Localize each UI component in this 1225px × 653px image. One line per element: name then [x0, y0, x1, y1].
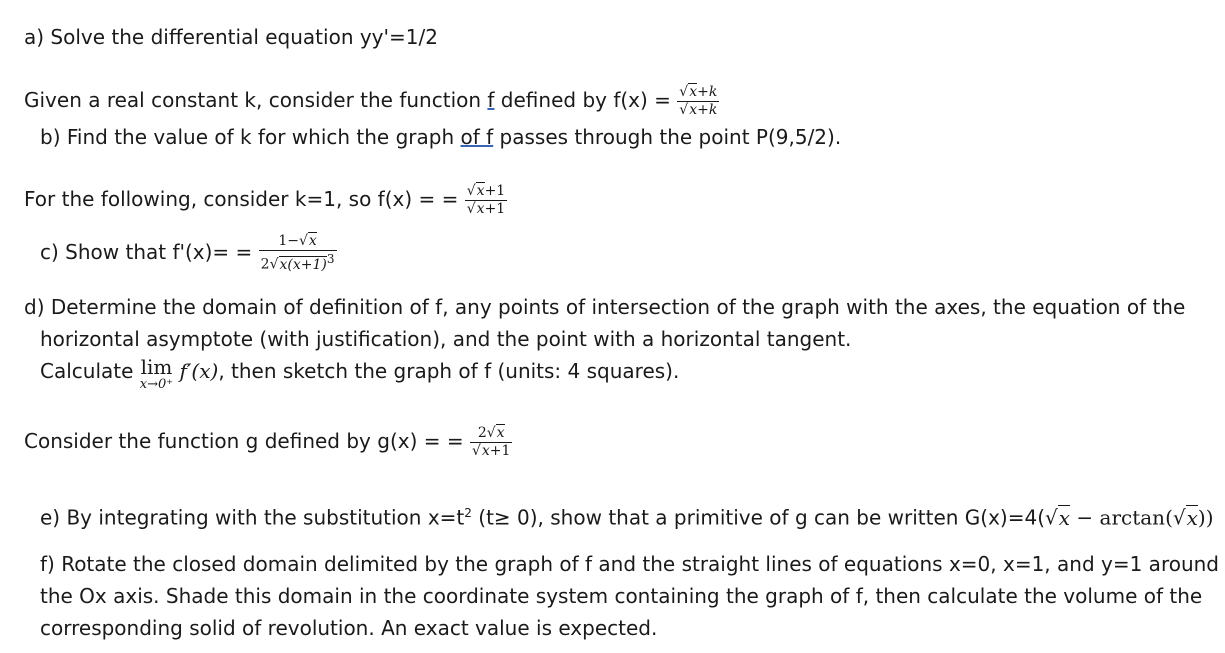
- question-a: [24, 23, 438, 51]
- given-text: Given a real constant k, consider the function: [24, 88, 488, 112]
- f-fraction: $\frac{√x+k}{√x+k}$: [679, 84, 718, 118]
- g-num-radicand: x: [496, 425, 505, 441]
- f-num-rest: +k: [697, 84, 718, 100]
- question-c-text: c) Show that f'(x)= =: [40, 239, 259, 264]
- g-den-rest: +1: [489, 443, 511, 459]
- k1-num-radicand: x: [476, 183, 485, 199]
- question-e-sup: 2: [464, 506, 472, 520]
- question-b-pre: b) Find the value of k for which the graph: [40, 125, 461, 149]
- f-den-rest: +k: [697, 102, 718, 118]
- question-d-line1: d) Determine the domain of definition of f, any points of intersection of the graph with the axes, the equation of the: [24, 295, 1186, 319]
- lim-subscript: x→0⁺: [139, 377, 174, 392]
- question-b-link: of f: [460, 125, 494, 149]
- k1-line: [24, 183, 507, 218]
- f-num-radicand: x: [689, 84, 698, 100]
- f-den-radicand: x: [689, 102, 698, 118]
- question-b-post: passes through the point P(9,5/2).: [493, 125, 842, 149]
- calc-post: , then sketch the graph of f (units: 4 squares).: [218, 359, 680, 383]
- k1-fraction: $\frac{√x+1}{√x+1}$: [466, 183, 506, 217]
- question-c: [40, 233, 337, 274]
- e-root1: x: [1058, 505, 1071, 530]
- function-f-label: f: [487, 88, 495, 112]
- c-fraction: $\frac{1-√x}{2√x(x+1)3}$: [260, 233, 335, 273]
- question-d: [24, 291, 1204, 391]
- question-f-line3: corresponding solid of revolution. An exact value is expected.: [40, 616, 658, 640]
- lim-word: lim: [140, 355, 173, 379]
- c-num-radicand: x: [308, 233, 317, 249]
- g-text: Consider the function g defined by g(x) = =: [24, 429, 470, 453]
- k1-num-rest: +1: [484, 183, 506, 199]
- e-root2: x: [1186, 505, 1198, 530]
- question-f-line2: the Ox axis. Shade this domain in the coordinate system containing the graph of f, then calculate the volume of the: [40, 584, 1203, 608]
- question-d-line3: [24, 355, 1204, 391]
- e-close: )): [1197, 505, 1214, 530]
- question-e-mid: (t≥ 0), show that a primitive of g can be written G(x)=4(: [471, 505, 1046, 530]
- question-e: e) By integrating with the substitution $x=t^2$ (t≥ 0), show that a primitive of g can be written G(x)=4(√x − arctan(√x)): [40, 505, 1214, 530]
- c-den-pre: 2: [260, 256, 270, 273]
- g-line: [24, 425, 512, 460]
- f-prime: f′(x): [179, 359, 219, 383]
- c-den-exponent: 3: [326, 252, 335, 266]
- g-fraction: $\frac{2√x}{√x+1}$: [471, 425, 511, 459]
- question-a-text: a) Solve the differential equation yy'=1/2: [24, 25, 438, 49]
- c-num-pre: 1−: [278, 233, 299, 249]
- e-minus: − arctan(: [1070, 505, 1173, 530]
- k1-den-rest: +1: [484, 201, 506, 217]
- given-text-2: defined by f(x) =: [494, 88, 678, 112]
- limit-expression: [140, 355, 173, 391]
- c-den-radicand: x(x+1): [279, 256, 327, 273]
- question-b: [40, 123, 841, 151]
- k1-den-radicand: x: [476, 201, 485, 217]
- given-function-line: [24, 84, 719, 119]
- k1-text: For the following, consider k=1, so f(x) = =: [24, 187, 465, 211]
- g-den-radicand: x: [481, 443, 490, 459]
- calc-pre: Calculate: [40, 359, 140, 383]
- g-num-pre: 2: [477, 425, 487, 441]
- question-d-line2: horizontal asymptote (with justification), and the point with a horizontal tangent.: [40, 327, 852, 351]
- question-f-line1: f) Rotate the closed domain delimited by the graph of f and the straight lines of equations x=0, x=1, and y=1 around: [40, 552, 1220, 576]
- question-f: [40, 548, 1220, 644]
- question-e-pre: e) By integrating with the substitution x=t: [40, 505, 465, 530]
